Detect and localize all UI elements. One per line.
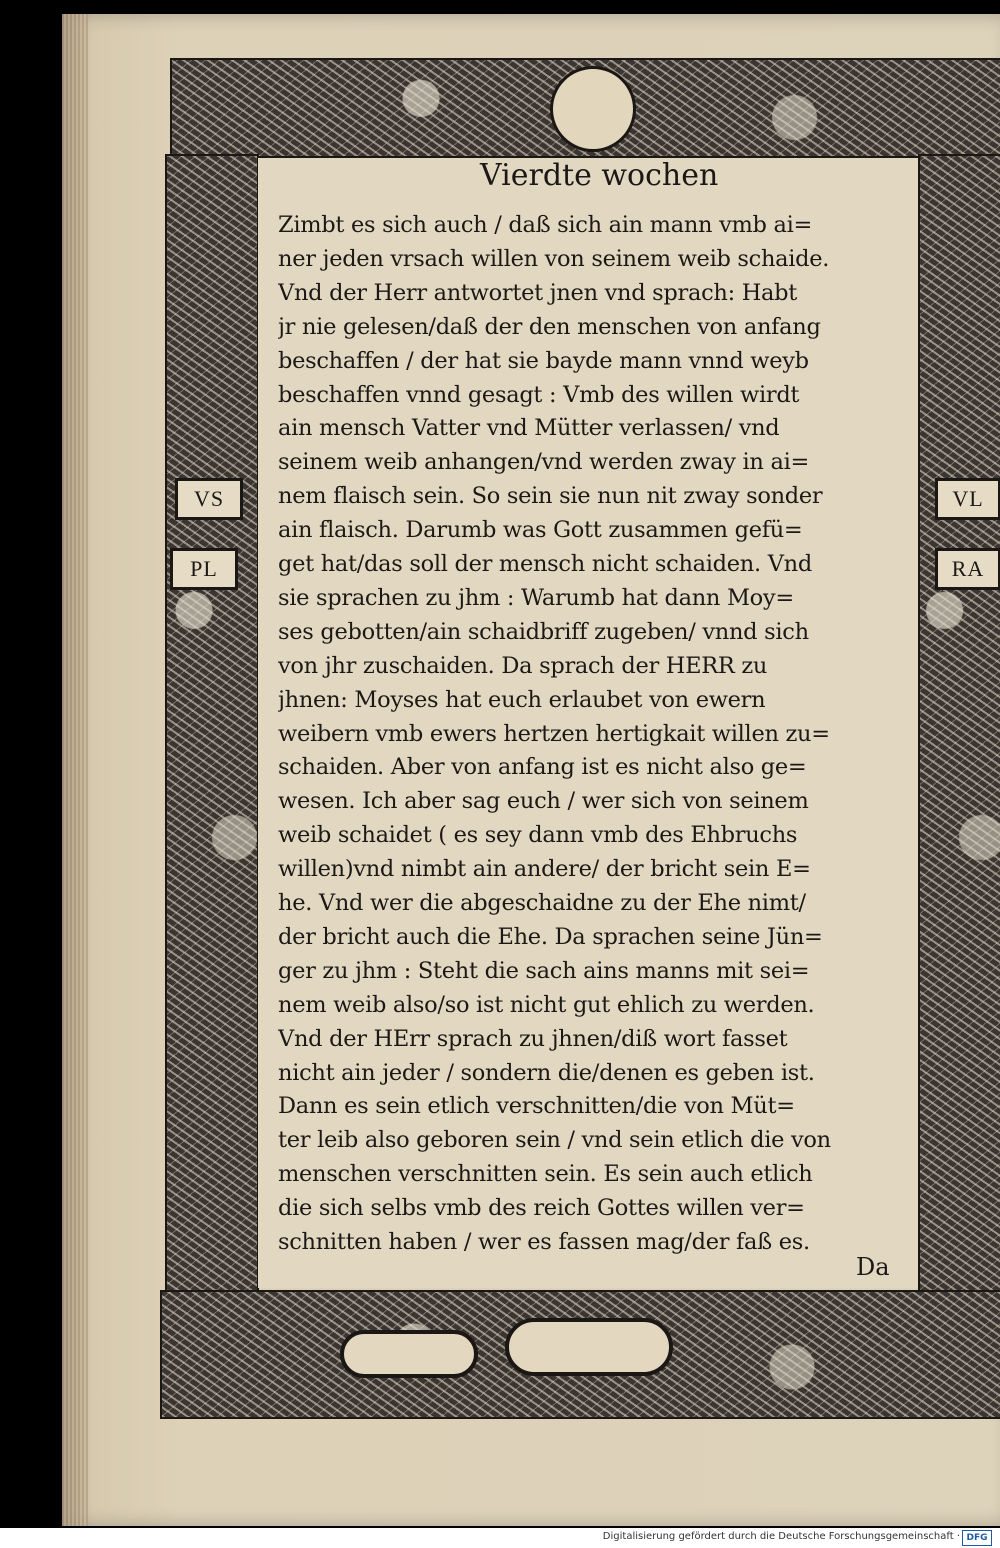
text-line: von jhr zuschaiden. Da sprach der HERR zu	[278, 652, 768, 679]
text-line: nem flaisch sein. So sein sie nun nit zway sonder	[278, 483, 823, 510]
page-edge	[62, 14, 88, 1526]
text-line: seinem weib anhangen/vnd werden zway in ai=	[278, 449, 810, 476]
text-line: beschaffen vnnd gesagt : Vmb des willen wirdt	[278, 381, 800, 408]
text-line: ner jeden vrsach willen von seinem weib schaide.	[278, 245, 830, 272]
dfg-logo: DFG	[962, 1530, 992, 1546]
text-line: nem weib also/so ist nicht gut ehlich zu werden.	[278, 991, 815, 1018]
text-line: nicht ain jeder / sondern die/denen es geben ist.	[278, 1059, 815, 1086]
text-line: get hat/das soll der mensch nicht schaiden. Vnd	[278, 551, 812, 577]
text-line: willen)vnd nimbt ain andere/ der bricht sein E=	[278, 856, 811, 883]
running-head: Vierdte wochen	[480, 158, 719, 193]
text-line: weib schaidet ( es sey dann vmb des Ehbruchs	[278, 822, 798, 849]
border-cartouche-left-lower: PL	[170, 548, 238, 590]
text-line: jhnen: Moyses hat euch erlaubet von ewern	[278, 686, 766, 713]
text-line: schaiden. Aber von anfang ist es nicht also ge=	[278, 754, 807, 781]
text-line: jr nie gelesen/daß der den menschen von anfang	[278, 313, 821, 340]
text-line: wesen. Ich aber sag euch / wer sich von seinem	[278, 788, 809, 815]
text-line: he. Vnd wer die abgeschaidne zu der Ehe nimt/	[278, 890, 806, 916]
text-line: weibern vmb ewers hertzen hertigkait willen zu=	[278, 720, 830, 747]
text-line: ger zu jhm : Steht die sach ains manns mit sei=	[278, 957, 810, 984]
woodcut-border-left	[165, 154, 259, 1294]
border-cartouche-right-lower: RA	[935, 548, 1000, 590]
text-line: sie sprachen zu jhm : Warumb hat dann Moy=	[278, 584, 794, 611]
woodcut-border-right	[918, 154, 1000, 1294]
text-line: beschaffen / der hat sie bayde mann vnnd weyb	[278, 347, 809, 374]
border-cartouche-right-upper: VL	[935, 478, 1000, 520]
text-line: menschen verschnitten sein. Es sein auch etlich	[278, 1161, 813, 1188]
text-line: die sich selbs vmb des reich Gottes willen ver=	[278, 1195, 805, 1222]
text-line: Vnd der HErr sprach zu jhnen/diß wort fasset	[278, 1025, 788, 1052]
catchword: Da	[856, 1253, 890, 1281]
text-line: ain mensch Vatter vnd Mütter verlassen/ vnd	[278, 415, 780, 442]
text-line: Dann es sein etlich verschnitten/die von Müt=	[278, 1093, 795, 1120]
bottom-oval-ornament	[340, 1330, 478, 1378]
text-line: Vnd der Herr antwortet jnen vnd sprach: Habt	[278, 279, 797, 306]
text-line: ain flaisch. Darumb was Gott zusammen gefü=	[278, 517, 803, 544]
cherub-head-ornament	[550, 66, 636, 152]
text-line: der bricht auch die Ehe. Da sprachen seine Jün=	[278, 923, 823, 950]
text-line: Zimbt es sich auch / daß sich ain mann vmb ai=	[278, 212, 813, 238]
text-line: schnitten haben / wer es fassen mag/der faß es.	[278, 1229, 810, 1255]
bottom-oval-ornament	[505, 1318, 673, 1376]
text-line: ter leib also geboren sein / vnd sein etlich die von	[278, 1127, 831, 1154]
border-cartouche-left-upper: VS	[175, 478, 243, 520]
text-line: ses gebotten/ain schaidbriff zugeben/ vnnd sich	[278, 618, 809, 645]
funding-notice: Digitalisierung gefördert durch die Deutsche Forschungsgemeinschaft ·	[602, 1531, 960, 1542]
